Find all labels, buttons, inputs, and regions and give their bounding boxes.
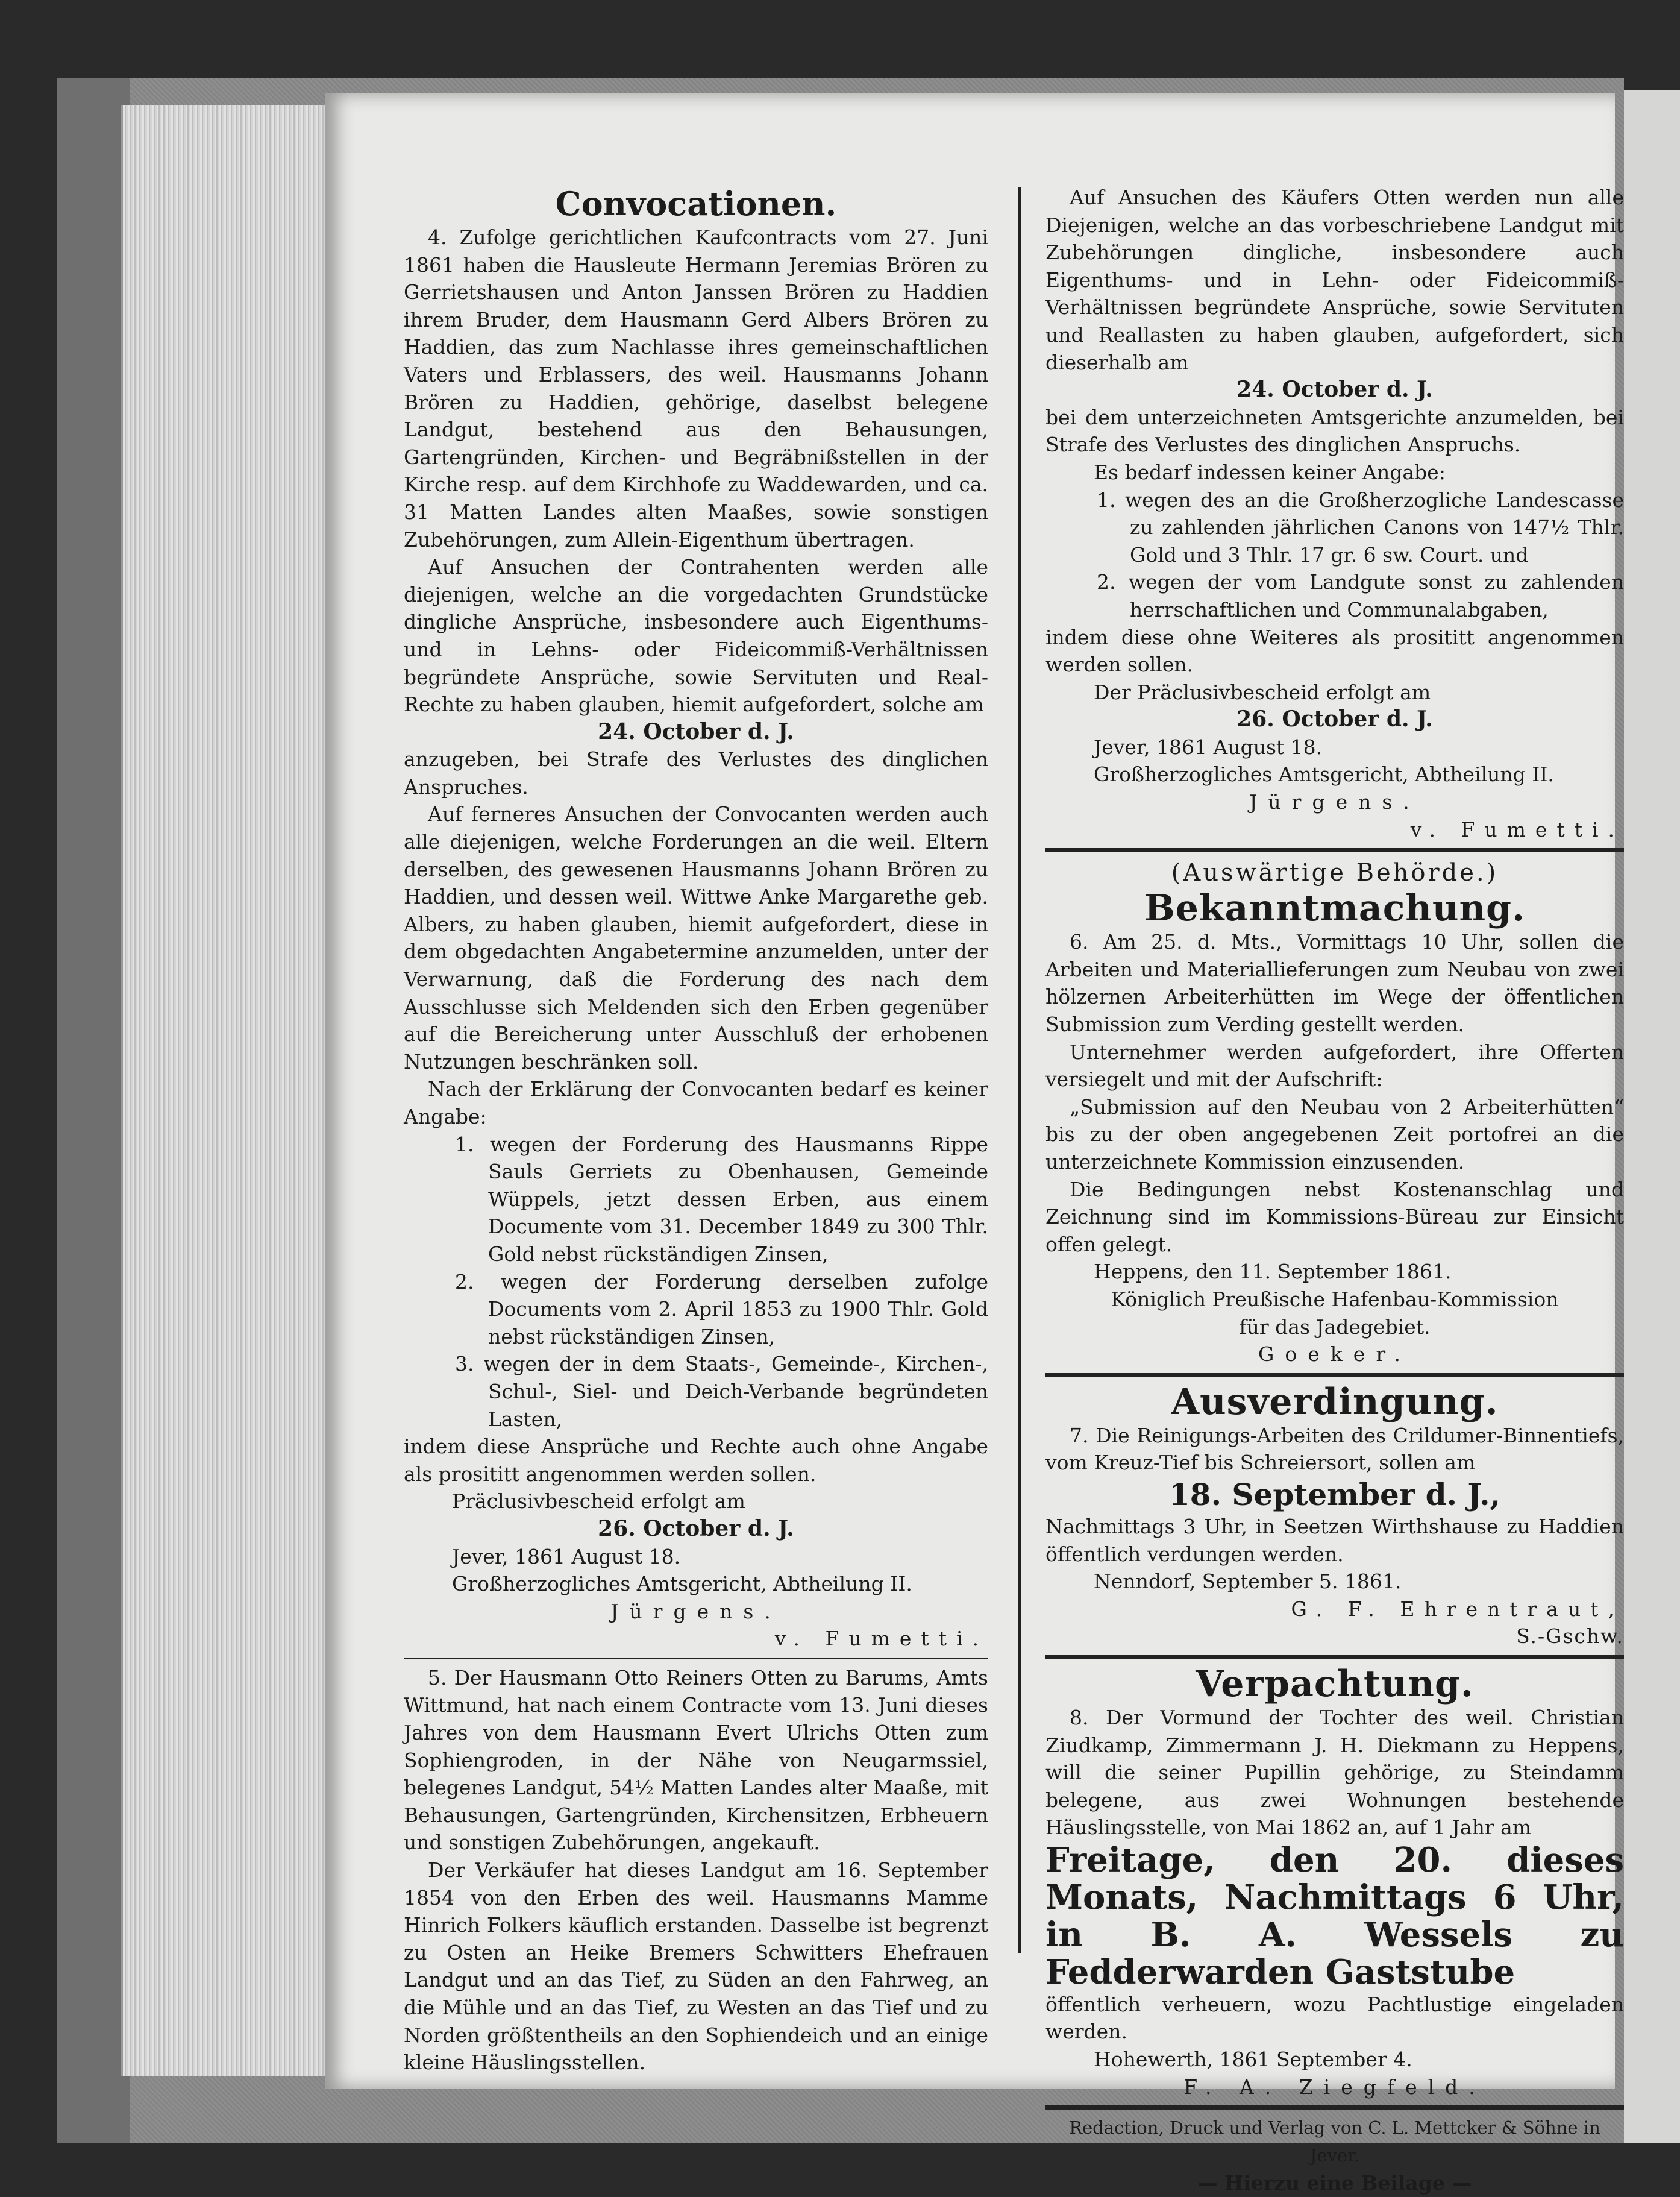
signature-2: v. Fumetti.: [1410, 817, 1624, 841]
notice-7-date: 18. September d. J.,: [1169, 1476, 1500, 1512]
court-name: Großherzogliches Amtsgericht, Abtheilung II.: [1094, 762, 1554, 787]
notice-6-paragraph: 6. Am 25. d. Mts., Vormittags 10 Uhr, sollen die Arbeiten und Materiallieferungen zum Neubau von zwei hölzernen Arbeiterhütten im Wege der öffentlichen Submission zum Verding gestellt werden.: [1045, 930, 1624, 1037]
bekanntmachung-heading: Bekanntmachung.: [1144, 887, 1525, 930]
imprint: Redaction, Druck und Verlag von C. L. Mettcker & Söhne in Jever.: [1069, 2117, 1600, 2166]
place-date: Nenndorf, September 5. 1861.: [1094, 1570, 1402, 1594]
signature: Jürgens.: [1249, 790, 1420, 814]
preclusion-date: 26. October d. J.: [598, 1515, 794, 1541]
notice-8-paragraph-2: öffentlich verheuern, wozu Pachtlustige eingeladen werden.: [1045, 1992, 1624, 2044]
notice-6-paragraph-2: Unternehmer werden aufgefordert, ihre Offerten versiegelt und mit der Aufschrift:: [1045, 1040, 1624, 1092]
list-item: 1. wegen des an die Großherzogliche Landescasse zu zahlenden jährlichen Canons von 147½ Thlr. Gold und 3 Thlr. 17 gr. 6 sw. Court. und: [1097, 488, 1624, 567]
notice-8-paragraph: 8. Der Vormund der Tochter des weil. Christian Ziudkamp, Zimmermann J. H. Diekmann zu Heppens, will die seiner Pupillin gehörige, zu Steindamm belegene, aus zwei Wohnungen bestehende Häuslingsstelle, von Mai 1862 an, auf 1 Jahr am: [1045, 1705, 1624, 1840]
notice-6-paragraph-3: „Submission auf den Neubau von 2 Arbeiterhütten“ bis zu der oben angegebenen Zeit portofrei an die unterzeichnete Kommission einzusenden.: [1045, 1095, 1624, 1174]
notice-4-penalty: anzugeben, bei Strafe des Verlustes des dinglichen Anspruches.: [404, 747, 988, 799]
notice-4-convocant: Auf ferneres Ansuchen der Convocanten werden auch alle diejenigen, welche Forderungen an die weil. Eltern derselben, des gewesenen Hausmanns Johann Brören zu Haddien, und dessen weil. Wittwe Anke Margarethe geb. Albers, zu haben glauben, hiemit aufgefordert, diese in dem obgedachten Angabetermine anzumelden, unter der Verwarnung, daß die Forderung des nach dem Ausschlusse sich Meldenden sich den Erben gegenüber auf die Bereicherung unter Ausschluß der erhobenen Nutzungen beschränken soll.: [404, 802, 988, 1073]
notice-4-date: 24. October d. J.: [598, 718, 794, 744]
notice-8-big-date: Freitage, den 20. dieses Monats, Nachmittags 6 Uhr, in B. A. Wessels zu Fedderwarden Gaststube: [1045, 1840, 1624, 1992]
list-item: 3. wegen der in dem Staats-, Gemeinde-, Kirchen-, Schul-, Siel- und Deich-Verbande begründeten Lasten,: [455, 1352, 988, 1431]
column-divider: [1018, 187, 1021, 1953]
notice-5-penalty: bei dem unterzeichneten Amtsgerichte anzumelden, bei Strafe des Verlustes des dinglichen Anspruchs.: [1045, 405, 1624, 457]
notice-4-declaration: Nach der Erklärung der Convocanten bedarf es keiner Angabe:: [404, 1077, 988, 1128]
divider: [1045, 848, 1624, 852]
notice-5-paragraph: 5. Der Hausmann Otto Reiners Otten zu Barums, Amts Wittmund, hat nach einem Contracte vom 13. Juni dieses Jahres von dem Hausmann Evert Ulrichs Otten zum Sophiengroden, in der Nähe von Neugarmssiel, belegenes Landgut, 54½ Matten Landes alter Maaße, mit Behausungen, Gartengründen, Kirchensitzen, Erbheuern und sonstigen Zubehörungen, angekauft.: [404, 1665, 988, 1855]
auswaertige-heading: (Auswärtige Behörde.): [1171, 859, 1499, 887]
commission-name-2: für das Jadegebiet.: [1239, 1315, 1431, 1339]
place-date: Hohewerth, 1861 September 4.: [1094, 2048, 1412, 2072]
signature-2: S.-Gschw.: [1516, 1624, 1624, 1649]
left-column: [404, 184, 988, 2076]
ausverdingung-heading: Ausverdingung.: [1171, 1380, 1499, 1423]
place-date: Heppens, den 11. September 1861.: [1094, 1260, 1452, 1284]
place-date: Jever, 1861 August 18.: [1094, 735, 1323, 759]
list-item: 2. wegen der vom Landgute sonst zu zahlenden herrschaftlichen und Communalabgaben,: [1097, 570, 1624, 621]
list-item: 2. wegen der Forderung derselben zufolge Documents vom 2. April 1853 zu 1900 Thlr. Gold nebst rückständigen Zinsen,: [455, 1269, 988, 1348]
signature: G. F. Ehrentraut,: [1291, 1597, 1624, 1621]
book-spine-edge: [57, 78, 130, 2143]
supplement-note: — Hierzu eine Beilage —: [1197, 2171, 1472, 2195]
preclusion-text: Der Präclusivbescheid erfolgt am: [1094, 680, 1431, 704]
signature: Goeker.: [1258, 1342, 1411, 1366]
signature-2: v. Fumetti.: [774, 1627, 988, 1651]
notice-5-continued: Auf Ansuchen des Käufers Otten werden nun alle Diejenigen, welche an das vorbeschriebene Landgut mit Zubehörungen dingliche, insbesondere auch Eigenthums- und in Lehn- oder Fideicommiß-Verhältnissen begründete Ansprüche, sowie Servituten und Reallasten zu haben glauben, aufgefordert, sich dieserhalb am: [1045, 186, 1624, 374]
signature: Jürgens.: [610, 1599, 782, 1623]
notice-4-indem: indem diese Ansprüche und Rechte auch ohne Angabe als prosititt angenommen werden sollen.: [404, 1435, 988, 1486]
court-name: Großherzogliches Amtsgericht, Abtheilung II.: [452, 1572, 912, 1596]
list-item: 1. wegen der Forderung des Hausmanns Rippe Sauls Gerriets zu Obenhausen, Gemeinde Wüppels, jetzt dessen Erben, aus einem Documente vom 31. December 1849 zu 300 Thlr. Gold nebst rückständigen Zinsen,: [455, 1132, 988, 1266]
right-column: [1045, 184, 1624, 2197]
verpachtung-heading: Verpachtung.: [1196, 1662, 1474, 1705]
divider: [1045, 1373, 1624, 1377]
divider: [1045, 2105, 1624, 2110]
signature: F. A. Ziegfeld.: [1183, 2075, 1486, 2099]
divider: [404, 1658, 988, 1659]
convocationen-heading: Convocationen.: [555, 184, 837, 223]
notice-7-paragraph-2: Nachmittags 3 Uhr, in Seetzen Wirthshause zu Haddien öffentlich verdungen werden.: [1045, 1514, 1624, 1566]
notice-4-paragraph: 4. Zufolge gerichtlichen Kaufcontracts vom 27. Juni 1861 haben die Hausleute Hermann Jeremias Brören zu Gerrietshausen und Anton Janssen Brören zu Haddien ihrem Bruder, dem Hausmann Gerd Albers Brören zu Haddien, das zum Nachlasse ihres gemeinschaftlichen Vaters und Erblassers, des weil. Hausmanns Johann Brören zu Haddien, gehörige, daselbst belegene Landgut, bestehend aus den Behausungen, Gartengründen, Kirchen- und Begräbnißstellen in der Kirche resp. auf dem Kirchhofe zu Waddewarden, und ca. 31 Matten Landes alten Maaßes, sowie sonstigen Zubehörungen, zum Allein-Eigenthum übertragen.: [404, 225, 988, 552]
page-edges: [121, 105, 340, 2076]
notice-7-paragraph: 7. Die Reinigungs-Arbeiten des Crildumer-Binnentiefs, vom Kreuz-Tief bis Schreiersort, sollen am: [1045, 1423, 1624, 1475]
notice-6-paragraph-4: Die Bedingungen nebst Kostenanschlag und Zeichnung sind im Kommissions-Büreau zur Einsicht offen gelegt.: [1045, 1177, 1624, 1256]
notice-5-date: 24. October d. J.: [1236, 377, 1433, 403]
facing-page-strip: [1624, 90, 1680, 2143]
commission-name: Königlich Preußische Hafenbau-Kommission: [1111, 1287, 1559, 1311]
preclusion-date: 26. October d. J.: [1236, 706, 1433, 732]
notice-5-indem: indem diese ohne Weiteres als prosititt angenommen werden sollen.: [1045, 625, 1624, 677]
notice-5-paragraph-2: Der Verkäufer hat dieses Landgut am 16. September 1854 von den Erben des weil. Hausmanns Mamme Hinrich Folkers käuflich erstanden. Dasselbe ist begrenzt zu Osten an Heike Bremers Schwitters Ehefrauen Landgut und an das Tief, zu Süden an den Fahrweg, an die Mühle und an das Tief, zu Westen an das Tief und zu Norden größtentheils an den Sophiendeich und an einige kleine Häuslingsstellen.: [404, 1858, 988, 2075]
notice-4-paragraph-2: Auf Ansuchen der Contrahenten werden alle diejenigen, welche an die vorgedachten Grundstücke dingliche Ansprüche, insbesondere auch Eigenthums- und in Lehns- oder Fideicommiß-Verhältnissen begründete Ansprüche, sowie Servituten und Real-Rechte zu haben glauben, hiemit aufgefordert, solche am: [404, 555, 988, 717]
notice-5-bedarf: Es bedarf indessen keiner Angabe:: [1094, 460, 1446, 484]
preclusion-text: Präclusivbescheid erfolgt am: [452, 1489, 745, 1513]
divider: [1045, 1655, 1624, 1659]
place-date: Jever, 1861 August 18.: [452, 1544, 681, 1568]
